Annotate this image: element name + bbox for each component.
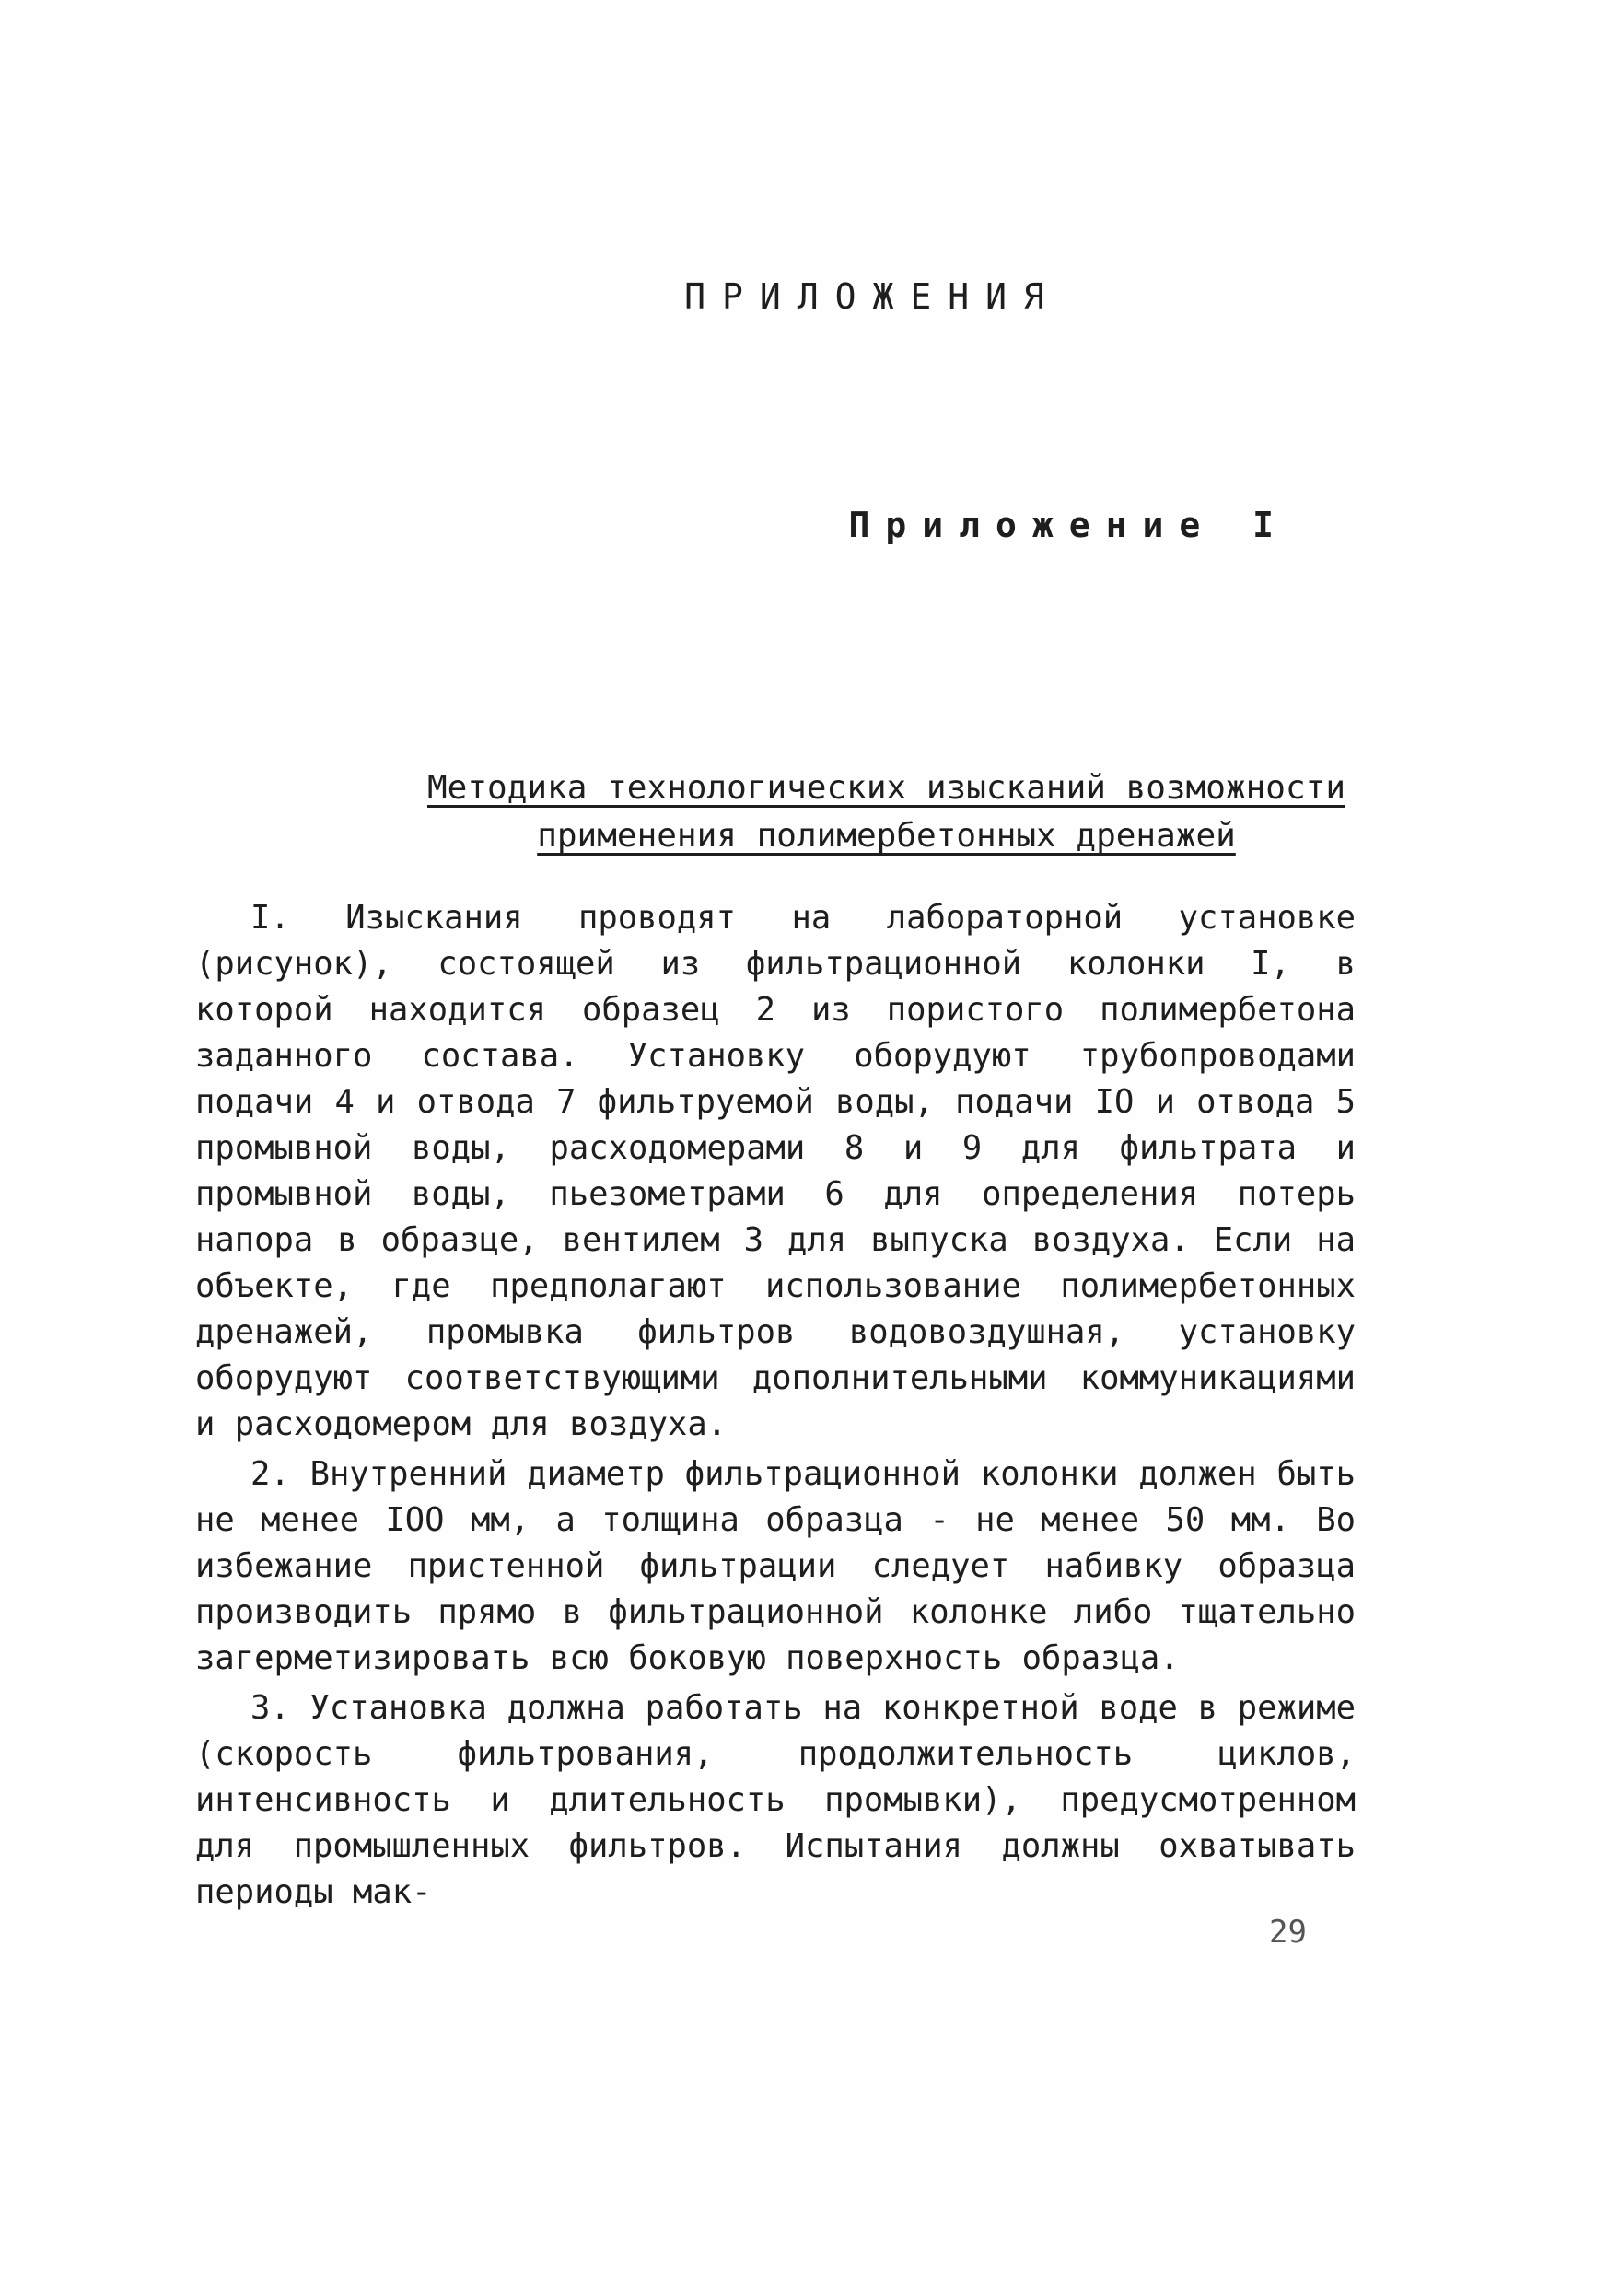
paragraph-3: 3. Установка должна работать на конкретной воде в режиме (скорость фильтрования, продолжительность циклов, интенсивность и длительность промывки), предусмотренном для промышленных фильтров. Испытания должны охватывать периоды мак- [195,1689,1356,1911]
page-number: 29 [1269,1914,1307,1951]
appendix-label: Приложение I [848,505,1289,545]
appendices-heading: ПРИЛОЖЕНИЯ [684,276,1061,317]
paragraph-2: 2. Внутренний диаметр фильтрационной колонки должен быть не менее IOO мм, а толщина образца - не менее 50 мм. Во избежание пристенной фильтрации следует набивку образца производить прямо в фильтрационной колонке либо тщательно загерметизировать всю боковую поверхность образца. [195,1455,1356,1677]
method-title-line-2: применения полимербетонных дренажей [537,817,1236,855]
method-title [0,764,1607,860]
paragraph-1: I. Изыскания проводят на лабораторной установке (рисунок), состоящей из фильтрационной колонки I, в которой находится образец 2 из пористого полимербетона заданного состава. Установку оборудуют трубопроводами подачи 4 и отвода 7 фильтруемой воды, подачи IO и отвода 5 промывной воды, расходомерами 8 и 9 для фильтрата и промывной воды, пьезометрами 6 для определения потерь напора в образце, вентилем 3 для выпуска воздуха. Если на объекте, где предполагают использование полимербетонных дренажей, промывка фильтров водовоздушная, установку оборудуют соответствующими дополнительными коммуникациями и расходомером для воздуха. [195,899,1356,1443]
body-text [195,895,1356,1919]
method-title-line-1: Методика технологических изысканий возможности [427,769,1345,807]
